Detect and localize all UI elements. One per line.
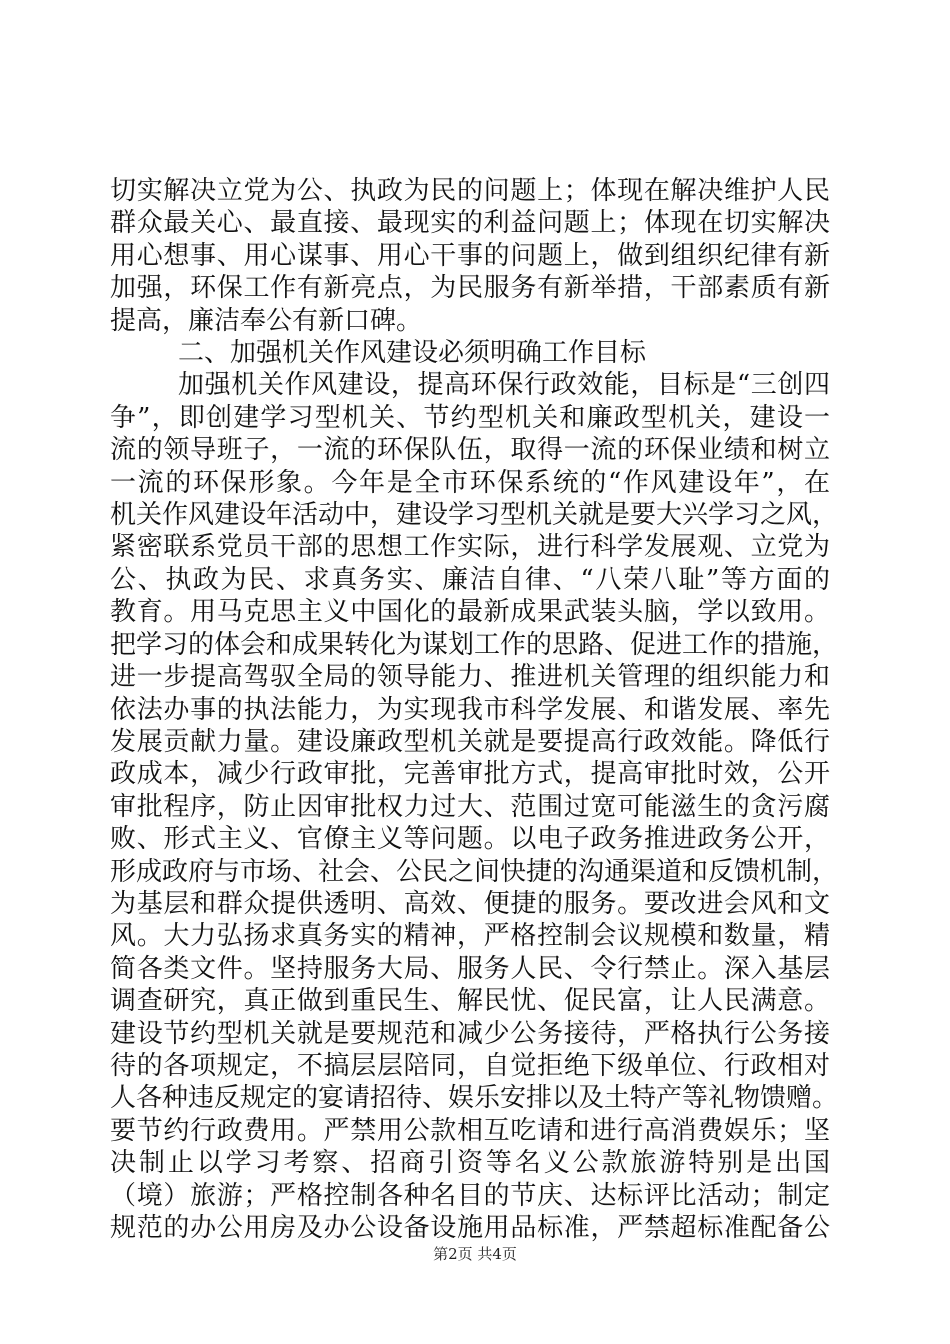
section-heading: 二、加强机关作风建设必须明确工作目标 xyxy=(178,338,647,369)
text-line: 用心想事、用心谋事、用心干事的问题上，做到组织纪律有新 xyxy=(110,240,830,271)
text-line: 政成本，减少行政审批，完善审批方式，提高审批时效，公开 xyxy=(110,759,830,790)
text-line: 加强，环保工作有新亮点，为民服务有新举措，干部素质有新 xyxy=(110,273,830,304)
text-line: 简各类文件。坚持服务大局、服务人民、令行禁止。深入基层 xyxy=(110,953,830,984)
text-line: 进一步提高驾驭全局的领导能力、推进机关管理的组织能力和 xyxy=(110,662,830,693)
text-line: 切实解决立党为公、执政为民的问题上；体现在解决维护人民 xyxy=(110,176,830,206)
text-line: 依法办事的执法能力，为实现我市科学发展、和谐发展、率先 xyxy=(110,694,830,725)
text-line: 审批程序，防止因审批权力过大、范围过宽可能滋生的贪污腐 xyxy=(110,791,830,822)
text-line: 加强机关作风建设，提高环保行政效能，目标是“三创四 xyxy=(178,370,830,401)
body-text xyxy=(110,175,839,1244)
text-line: 争”，即创建学习型机关、节约型机关和廉政型机关，建设一 xyxy=(110,402,830,433)
text-line: 紧密联系党员干部的思想工作实际，进行科学发展观、立党为 xyxy=(110,532,830,563)
text-line: 提高，廉洁奉公有新口碑。 xyxy=(110,305,423,336)
text-line: 规范的办公用房及办公设备设施用品标准，严禁超标准配备公 xyxy=(110,1213,830,1243)
text-line: 决制止以学习考察、招商引资等名义公款旅游特别是出国 xyxy=(110,1148,830,1179)
text-line: 建设节约型机关就是要规范和减少公务接待，严格执行公务接 xyxy=(110,1018,830,1049)
text-line: 要节约行政费用。严禁用公款相互吃请和进行高消费娱乐；坚 xyxy=(110,1115,830,1146)
text-line: 群众最关心、最直接、最现实的利益问题上；体现在切实解决 xyxy=(110,208,830,239)
text-line: 流的领导班子，一流的环保队伍，取得一流的环保业绩和树立 xyxy=(110,435,830,466)
text-line: （境）旅游；严格控制各种名目的节庆、达标评比活动；制定 xyxy=(110,1180,830,1211)
text-line: 机关作风建设年活动中，建设学习型机关就是要大兴学习之风， xyxy=(110,500,839,531)
text-line: 调查研究，真正做到重民生、解民忧、促民富，让人民满意。 xyxy=(110,986,830,1017)
text-line: 教育。用马克思主义中国化的最新成果武装头脑，学以致用。 xyxy=(110,597,830,628)
text-line: 为基层和群众提供透明、高效、便捷的服务。要改进会风和文 xyxy=(110,888,830,919)
text-line: 风。大力弘扬求真务实的精神，严格控制会议规模和数量，精 xyxy=(110,921,830,952)
text-line: 公、执政为民、求真务实、廉洁自律、“八荣八耻”等方面的 xyxy=(110,564,830,595)
text-line: 一流的环保形象。今年是全市环保系统的“作风建设年”，在 xyxy=(110,467,830,498)
text-line: 发展贡献力量。建设廉政型机关就是要提高行政效能。降低行 xyxy=(110,726,830,757)
text-line: 人各种违反规定的宴请招待、娱乐安排以及土特产等礼物馈赠。 xyxy=(110,1083,839,1114)
text-line: 败、形式主义、官僚主义等问题。以电子政务推进政务公开， xyxy=(110,824,830,855)
text-line: 把学习的体会和成果转化为谋划工作的思路、促进工作的措施， xyxy=(110,629,839,660)
text-line: 形成政府与市场、社会、公民之间快捷的沟通渠道和反馈机制， xyxy=(110,856,839,887)
page-footer: 第2页 共4页 xyxy=(433,1245,517,1263)
text-line: 待的各项规定，不搞层层陪同，自觉拒绝下级单位、行政相对 xyxy=(110,1050,830,1081)
